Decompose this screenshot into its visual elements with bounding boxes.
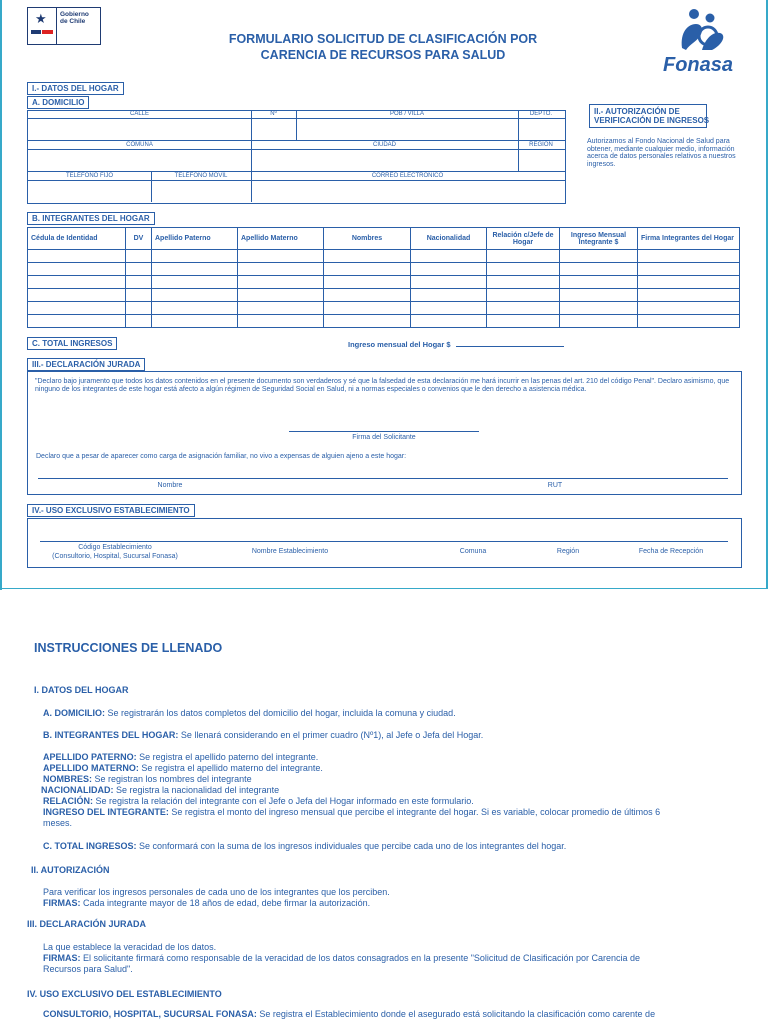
firma-solicitante-label: Firma del Solicitante — [352, 434, 416, 441]
form-frame-bottom — [0, 588, 768, 589]
instr-datos-hogar: I. DATOS DEL HOGAR — [34, 685, 129, 695]
col-ingreso: Ingreso Mensual Integrante $ — [560, 228, 638, 250]
telefono-fijo-field[interactable] — [28, 181, 150, 202]
table-row — [28, 263, 740, 276]
nombre-establecimiento-label: Nombre Establecimiento — [251, 548, 329, 555]
col-cedula: Cédula de Identidad — [28, 228, 126, 250]
form-title-line2: CARENCIA DE RECURSOS PARA SALUD — [260, 48, 506, 62]
instructions-title: INSTRUCCIONES DE LLENADO — [34, 641, 223, 655]
table-row — [28, 315, 740, 328]
telefono-movil-field[interactable] — [152, 181, 250, 202]
table-row — [28, 276, 740, 289]
ingreso-hogar-label: Ingreso mensual del Hogar $ — [348, 340, 451, 349]
section-total-ingresos: C. TOTAL INGRESOS — [27, 337, 117, 350]
declaracion-text: "Declaro bajo juramento que todos los datos contenidos en el presente documento son verdaderos y sé que la falsedad de esta declaración me hará incurrir en las penas del art. 210 del código Penal". Declaro asimismo, que ninguno de los integrantes de este hogar está afecto a algún régimen de Seguridad Social en Salud, ni a normas especiales o convenios que le den derecho a asistencia médica. — [35, 378, 730, 393]
instr-domicilio: A. DOMICILIO: Se registrarán los datos completos del domicilio del hogar, incluida la comuna y ciudad. — [43, 708, 456, 718]
nombre-label: Nombre — [157, 482, 183, 489]
col-firma: Firma Integrantes del Hogar — [638, 228, 740, 250]
col-apellido-paterno: Apellido Paterno — [152, 228, 238, 250]
autorizacion-text: Autorizamos al Fondo Nacional de Salud para obtener, mediante cualquier medio, información acerca de datos personales relativos a nuestros ingresos. — [587, 138, 736, 168]
section-autorizacion — [589, 104, 710, 128]
nombre-rut-line[interactable] — [38, 478, 728, 479]
instr-autorizacion-firmas: FIRMAS: Cada integrante mayor de 18 años de edad, debe firmar la autorización. — [43, 898, 371, 908]
col-apellido-materno: Apellido Materno — [238, 228, 324, 250]
pob-villa-label: POB / VILLA — [389, 111, 425, 117]
ciudad-field[interactable] — [252, 150, 517, 171]
col-nacionalidad: Nacionalidad — [411, 228, 487, 250]
fecha-recepcion-label: Fecha de Recepción — [638, 548, 704, 555]
telefono-fijo-label: TELÉFONO FIJO — [65, 173, 113, 179]
section-integrantes: B. INTEGRANTES DEL HOGAR — [27, 212, 155, 225]
star-icon: ★ — [35, 11, 47, 26]
comuna-label: COMUNA — [126, 142, 153, 148]
instr-relacion: RELACIÓN: Se registra la relación del integrante con el Jefe o Jefa del Hogar informado en este formulario. — [43, 796, 474, 806]
instr-uso-exclusivo-text: CONSULTORIO, HOSPITAL, SUCURSAL FONASA: Se registra el Establecimiento donde el asegurado está solicitando la clasificación como carente de — [43, 1009, 656, 1019]
instr-declaracion-text: La que establece la veracidad de los datos. — [43, 942, 217, 952]
autorizacion-title-line1: II.- AUTORIZACIÓN DE — [594, 107, 680, 116]
section-uso-exclusivo: IV.- USO EXCLUSIVO ESTABLECIMIENTO — [27, 504, 195, 517]
fonasa-figures-icon — [660, 6, 744, 56]
fonasa-logo — [660, 6, 744, 78]
correo-label: CORREO ELECTRÓNICO — [371, 173, 444, 179]
calle-label: CALLE — [129, 111, 149, 117]
depto-label: DEPTO. — [529, 111, 553, 117]
chile-flag-icon — [28, 8, 57, 44]
instr-nacionalidad: NACIONALIDAD: Se registra la nacionalidad del integrante — [41, 785, 280, 795]
instr-autorizacion-text: Para verificar los ingresos personales de cada uno de los integrantes que los perciben. — [43, 887, 390, 897]
instr-uso-exclusivo: IV. USO EXCLUSIVO DEL ESTABLECIMIENTO — [27, 989, 222, 999]
gobierno-de-chile-logo — [27, 7, 101, 45]
col-relacion: Relación c/Jefe de Hogar — [487, 228, 560, 250]
table-row — [28, 289, 740, 302]
instr-declaracion: III. DECLARACIÓN JURADA — [27, 919, 147, 929]
declaro-text: Declaro que a pesar de aparecer como carga de asignación familiar, no vivo a expensas de alguien ajeno a este hogar: — [36, 453, 407, 460]
region-field[interactable] — [519, 150, 563, 171]
uso-exclusivo-line[interactable] — [40, 541, 728, 542]
pob-villa-field[interactable] — [297, 119, 517, 140]
depto-field[interactable] — [519, 119, 563, 140]
form-title-line1: FORMULARIO SOLICITUD DE CLASIFICACIÓN POR — [228, 32, 538, 46]
comuna-field[interactable] — [28, 150, 250, 171]
instr-integrantes: B. INTEGRANTES DEL HOGAR: Se llenará considerando en el primer cuadro (Nº1), al Jefe o Jefa del Hogar. — [43, 730, 484, 740]
col-nombres: Nombres — [324, 228, 411, 250]
form-title — [200, 31, 566, 63]
rut-label: RUT — [547, 482, 563, 489]
correo-field[interactable] — [252, 181, 563, 202]
ingreso-hogar-field[interactable] — [456, 346, 564, 347]
section-declaracion-jurada: III.- DECLARACIÓN JURADA — [27, 358, 145, 371]
table-row — [28, 302, 740, 315]
section-domicilio: A. DOMICILIO — [27, 96, 89, 109]
table-header-row — [28, 228, 740, 250]
numero-field[interactable] — [252, 119, 295, 140]
section-datos-hogar: I.- DATOS DEL HOGAR — [27, 82, 124, 95]
gov-line2: de Chile — [60, 18, 86, 25]
codigo-establecimiento-label: Código Establecimiento (Consultorio, Hospital, Sucursal Fonasa) — [52, 544, 178, 560]
table-row — [28, 250, 740, 263]
instr-apellido-paterno: APELLIDO PATERNO: Se registra el apellido paterno del integrante. — [43, 752, 319, 762]
integrantes-table — [27, 227, 740, 328]
gov-line1: Gobierno — [60, 11, 89, 18]
region-establecimiento-label: Región — [556, 548, 580, 555]
instr-nombres: NOMBRES: Se registran los nombres del integrante — [43, 774, 252, 784]
instr-ingreso: INGRESO DEL INTEGRANTE: Se registra el monto del ingreso mensual que percibe el integrante del hogar. Si es variable, colocar promedio de últimos 6 meses. — [43, 807, 661, 828]
instr-autorizacion: II. AUTORIZACIÓN — [31, 865, 110, 875]
calle-field[interactable] — [28, 119, 250, 140]
autorizacion-title-line2: VERIFICACIÓN DE INGRESOS — [594, 116, 710, 125]
region-label: REGIÓN — [529, 142, 553, 148]
comuna-establecimiento-label: Comuna — [459, 548, 487, 555]
ciudad-label: CIUDAD — [372, 142, 396, 148]
instr-total-ingresos: C. TOTAL INGRESOS: Se conformará con la suma de los ingresos individuales que percibe cada uno de los integrantes del hogar. — [43, 841, 567, 851]
telefono-movil-label: TELÉFONO MÓVIL — [174, 173, 228, 179]
instr-declaracion-firmas: FIRMAS: El solicitante firmará como responsable de la veracidad de los datos consagrados en la presente "Solicitud de Clasificación por Carencia de Recursos para Salud". — [43, 953, 641, 974]
numero-label: Nº — [270, 111, 277, 117]
firma-solicitante-line[interactable] — [289, 431, 479, 432]
instr-apellido-materno: APELLIDO MATERNO: Se registra el apellido materno del integrante. — [43, 763, 323, 773]
col-dv: DV — [126, 228, 152, 250]
fonasa-wordmark: Fonasa — [663, 54, 734, 76]
